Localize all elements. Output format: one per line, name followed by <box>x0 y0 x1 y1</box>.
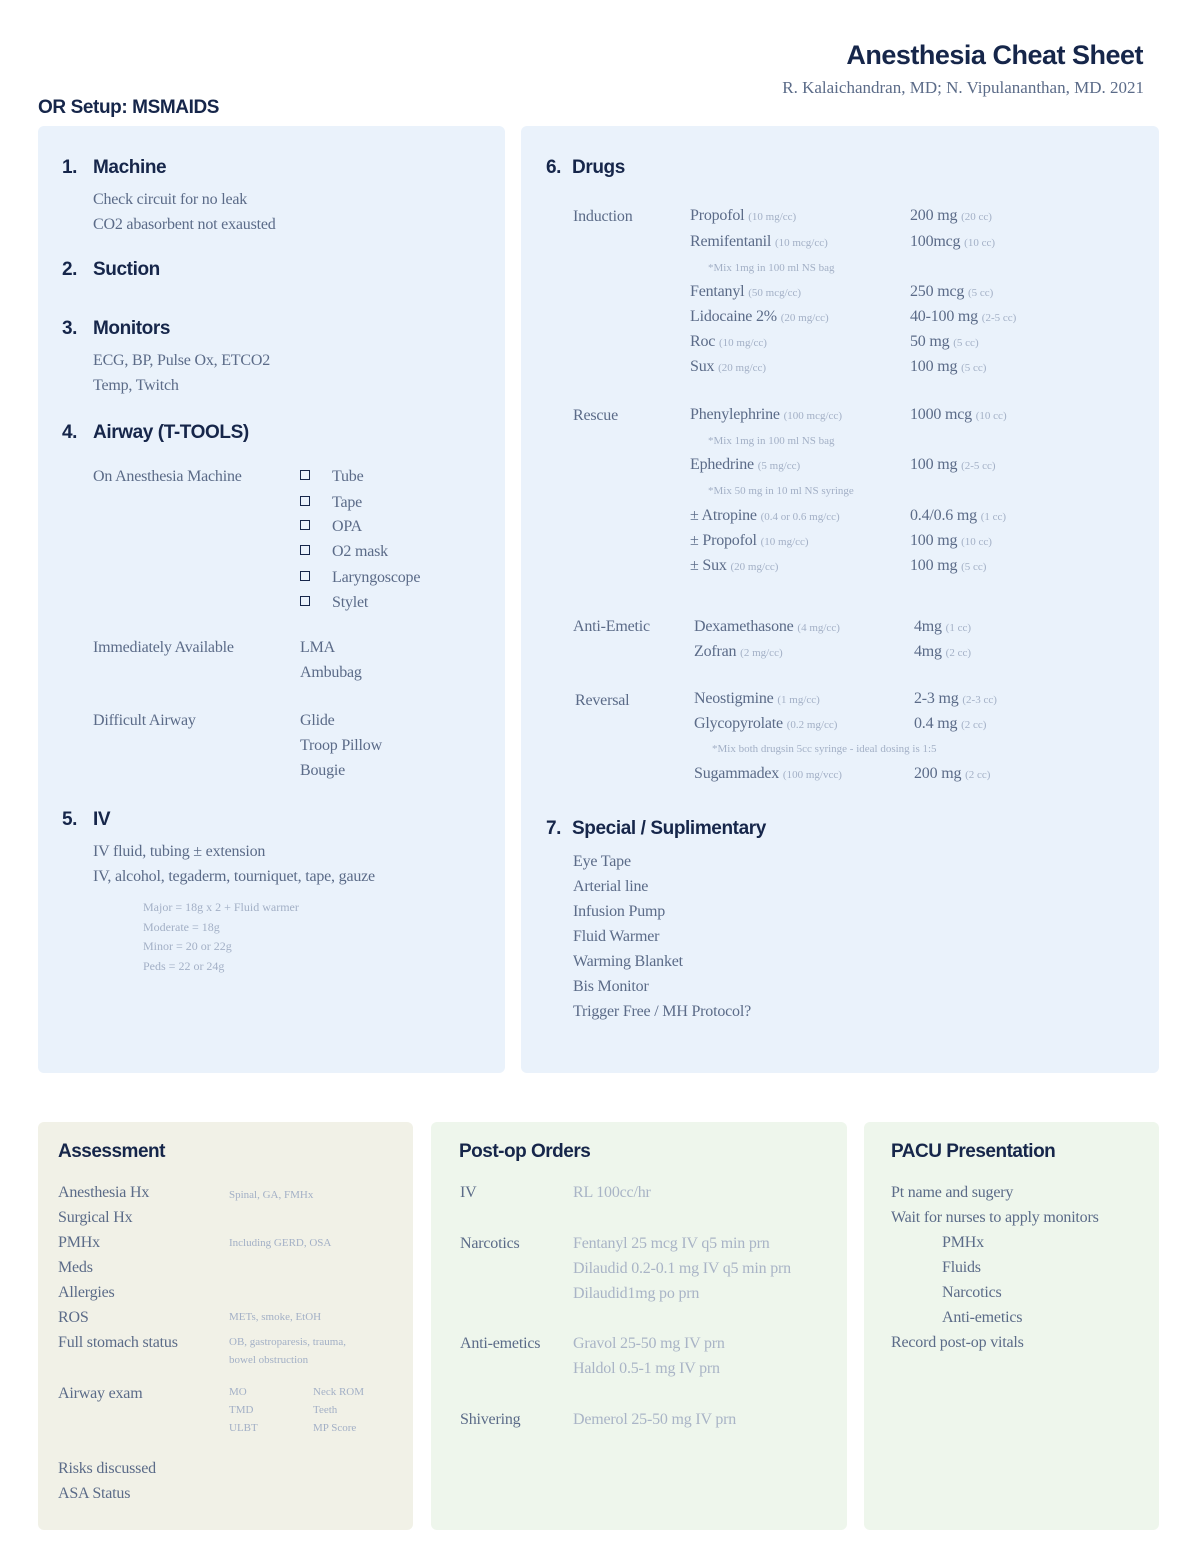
postop-label: Shivering <box>460 1411 521 1428</box>
drug-dose: 2-3 mg (2-3 cc) <box>914 690 997 707</box>
checklist-item[interactable]: OPA <box>300 518 362 536</box>
drug-name: Roc (10 mg/cc) <box>690 333 767 350</box>
pacu-item: Pt name and sugery <box>891 1184 1014 1201</box>
drug-name: Phenylephrine (100 mcg/cc) <box>690 406 842 423</box>
pacu-item: Record post-op vitals <box>891 1334 1024 1351</box>
drug-name: Dexamethasone (4 mg/cc) <box>694 618 840 635</box>
drug-dose: 100 mg (10 cc) <box>910 532 992 549</box>
airway-item: Ambubag <box>300 664 362 681</box>
drug-name: Lidocaine 2% (20 mg/cc) <box>690 308 829 325</box>
pacu-title: PACU Presentation <box>891 1141 1056 1162</box>
assessment-item: Airway exam <box>58 1385 143 1402</box>
postop-label: Narcotics <box>460 1235 520 1252</box>
drug-name: Fentanyl (50 mcg/cc) <box>690 283 802 300</box>
section-airway: 4. Airway (T-TOOLS) <box>62 422 249 443</box>
drug-note: *Mix both drugsin 5cc syringe - ideal dosing is 1:5 <box>712 743 937 755</box>
drug-dose: 250 mcg (5 cc) <box>910 283 994 300</box>
drug-dose: 100 mg (5 cc) <box>910 557 987 574</box>
machine-line: CO2 abasorbent not exausted <box>93 216 276 233</box>
postop-order: Fentanyl 25 mcg IV q5 min prn <box>573 1235 770 1252</box>
assessment-note: METs, smoke, EtOH <box>229 1311 322 1323</box>
section-iv: 5. IV <box>62 809 111 830</box>
postop-order: Demerol 25-50 mg IV prn <box>573 1411 737 1428</box>
airway-exam-note: MP Score <box>313 1422 357 1434</box>
checkbox-icon[interactable] <box>300 470 310 480</box>
assessment-note: bowel obstruction <box>229 1354 309 1366</box>
drug-dose: 200 mg (20 cc) <box>910 207 992 224</box>
pacu-sub-item: Narcotics <box>942 1284 1002 1301</box>
checkbox-icon[interactable] <box>300 596 310 606</box>
airway-label: On Anesthesia Machine <box>93 468 242 485</box>
page-title: Anesthesia Cheat Sheet <box>846 40 1143 70</box>
drug-name: Remifentanil (10 mcg/cc) <box>690 233 828 250</box>
assessment-title: Assessment <box>58 1141 165 1162</box>
airway-exam-note: MO <box>229 1386 247 1398</box>
checkbox-icon[interactable] <box>300 520 310 530</box>
special-item: Fluid Warmer <box>573 928 660 945</box>
drug-dose: 4mg (2 cc) <box>914 643 972 660</box>
drug-dose: 100mcg (10 cc) <box>910 233 996 250</box>
drug-category: Induction <box>573 208 633 225</box>
drug-dose: 100 mg (2-5 cc) <box>910 456 996 473</box>
drug-dose: 100 mg (5 cc) <box>910 358 987 375</box>
iv-gauge: Minor = 20 or 22g <box>143 939 232 953</box>
checklist-item[interactable]: O2 mask <box>300 543 388 561</box>
section-suction: 2. Suction <box>62 259 160 280</box>
drug-name: Glycopyrolate (0.2 mg/cc) <box>694 715 838 732</box>
assessment-item: Anesthesia Hx <box>58 1184 150 1201</box>
drug-category: Reversal <box>575 692 630 709</box>
special-item: Eye Tape <box>573 853 631 870</box>
assessment-item: Surgical Hx <box>58 1209 133 1226</box>
monitors-line: Temp, Twitch <box>93 377 179 394</box>
assessment-item: Risks discussed <box>58 1460 156 1477</box>
drug-note: *Mix 50 mg in 10 ml NS syringe <box>708 485 854 497</box>
iv-line: IV, alcohol, tegaderm, tourniquet, tape, gauze <box>93 868 375 885</box>
airway-item: Glide <box>300 712 335 729</box>
airway-item: Bougie <box>300 762 346 779</box>
checklist-item[interactable]: Laryngoscope <box>300 569 420 587</box>
drug-dose: 200 mg (2 cc) <box>914 765 991 782</box>
drug-name: Zofran (2 mg/cc) <box>694 643 783 660</box>
special-item: Arterial line <box>573 878 649 895</box>
airway-exam-note: Teeth <box>313 1404 338 1416</box>
drug-name: ± Atropine (0.4 or 0.6 mg/cc) <box>690 507 840 524</box>
postop-order: Dilaudid1mg po prn <box>573 1285 700 1302</box>
assessment-item: PMHx <box>58 1234 100 1251</box>
authors: R. Kalaichandran, MD; N. Vipulananthan, MD. 2021 <box>782 78 1144 97</box>
machine-line: Check circuit for no leak <box>93 191 248 208</box>
drug-note: *Mix 1mg in 100 ml NS bag <box>708 435 835 447</box>
pacu-sub-item: PMHx <box>942 1234 984 1251</box>
iv-gauge: Major = 18g x 2 + Fluid warmer <box>143 900 299 914</box>
drug-name: Sugammadex (100 mg/vcc) <box>694 765 842 782</box>
drug-note: *Mix 1mg in 100 ml NS bag <box>708 262 835 274</box>
postop-order: Haldol 0.5-1 mg IV prn <box>573 1360 720 1377</box>
pacu-sub-item: Anti-emetics <box>942 1309 1023 1326</box>
pacu-item: Wait for nurses to apply monitors <box>891 1209 1099 1226</box>
assessment-item: ASA Status <box>58 1485 131 1502</box>
assessment-item: Allergies <box>58 1284 115 1301</box>
airway-label: Difficult Airway <box>93 712 196 729</box>
drug-dose: 50 mg (5 cc) <box>910 333 979 350</box>
checkbox-icon[interactable] <box>300 545 310 555</box>
monitors-line: ECG, BP, Pulse Ox, ETCO2 <box>93 352 270 369</box>
assessment-item: ROS <box>58 1309 89 1326</box>
drug-category: Anti-Emetic <box>573 618 650 635</box>
special-item: Bis Monitor <box>573 978 649 995</box>
assessment-note: Spinal, GA, FMHx <box>229 1189 314 1201</box>
drug-name: Ephedrine (5 mg/cc) <box>690 456 801 473</box>
drug-dose: 0.4/0.6 mg (1 cc) <box>910 507 1007 524</box>
checkbox-icon[interactable] <box>300 571 310 581</box>
special-item: Infusion Pump <box>573 903 666 920</box>
iv-line: IV fluid, tubing ± extension <box>93 843 266 860</box>
special-item: Trigger Free / MH Protocol? <box>573 1003 751 1020</box>
pacu-sub-item: Fluids <box>942 1259 981 1276</box>
postop-label: Anti-emetics <box>460 1335 541 1352</box>
assessment-item: Full stomach status <box>58 1334 178 1351</box>
drug-name: Sux (20 mg/cc) <box>690 358 767 375</box>
postop-order: Dilaudid 0.2-0.1 mg IV q5 min prn <box>573 1260 791 1277</box>
checklist-item[interactable]: Stylet <box>300 594 368 612</box>
postop-label: IV <box>460 1184 477 1201</box>
drug-name: Neostigmine (1 mg/cc) <box>694 690 820 707</box>
section-monitors: 3. Monitors <box>62 318 171 339</box>
drug-name: ± Propofol (10 mg/cc) <box>690 532 809 549</box>
section-special: 7. Special / Suplimentary <box>546 818 766 839</box>
section-machine: 1. Machine <box>62 157 167 178</box>
iv-gauge: Peds = 22 or 24g <box>143 959 225 973</box>
assessment-item: Meds <box>58 1259 93 1276</box>
drug-name: ± Sux (20 mg/cc) <box>690 557 779 574</box>
drug-dose: 40-100 mg (2-5 cc) <box>910 308 1017 325</box>
drug-dose: 4mg (1 cc) <box>914 618 972 635</box>
postop-order: Gravol 25-50 mg IV prn <box>573 1335 725 1352</box>
drug-category: Rescue <box>573 407 619 424</box>
airway-exam-note: Neck ROM <box>313 1386 365 1398</box>
postop-title: Post-op Orders <box>459 1141 591 1162</box>
drug-dose: 1000 mcg (10 cc) <box>910 406 1007 423</box>
airway-label: Immediately Available <box>93 639 234 656</box>
iv-gauge: Moderate = 18g <box>143 920 220 934</box>
assessment-note: Including GERD, OSA <box>229 1237 332 1249</box>
checklist-item[interactable]: Tube <box>300 468 364 486</box>
drug-dose: 0.4 mg (2 cc) <box>914 715 987 732</box>
checklist-item[interactable]: Tape <box>300 494 362 512</box>
special-item: Warming Blanket <box>573 953 683 970</box>
airway-exam-note: TMD <box>229 1404 254 1416</box>
section-drugs: 6. Drugs <box>546 157 625 178</box>
airway-exam-note: ULBT <box>229 1422 258 1434</box>
or-setup-heading: OR Setup: MSMAIDS <box>38 97 220 118</box>
airway-item: Troop Pillow <box>300 737 382 754</box>
postop-order: RL 100cc/hr <box>573 1184 651 1201</box>
drug-name: Propofol (10 mg/cc) <box>690 207 797 224</box>
airway-item: LMA <box>300 639 335 656</box>
assessment-note: OB, gastroparesis, trauma, <box>229 1336 346 1348</box>
checkbox-icon[interactable] <box>300 496 310 506</box>
